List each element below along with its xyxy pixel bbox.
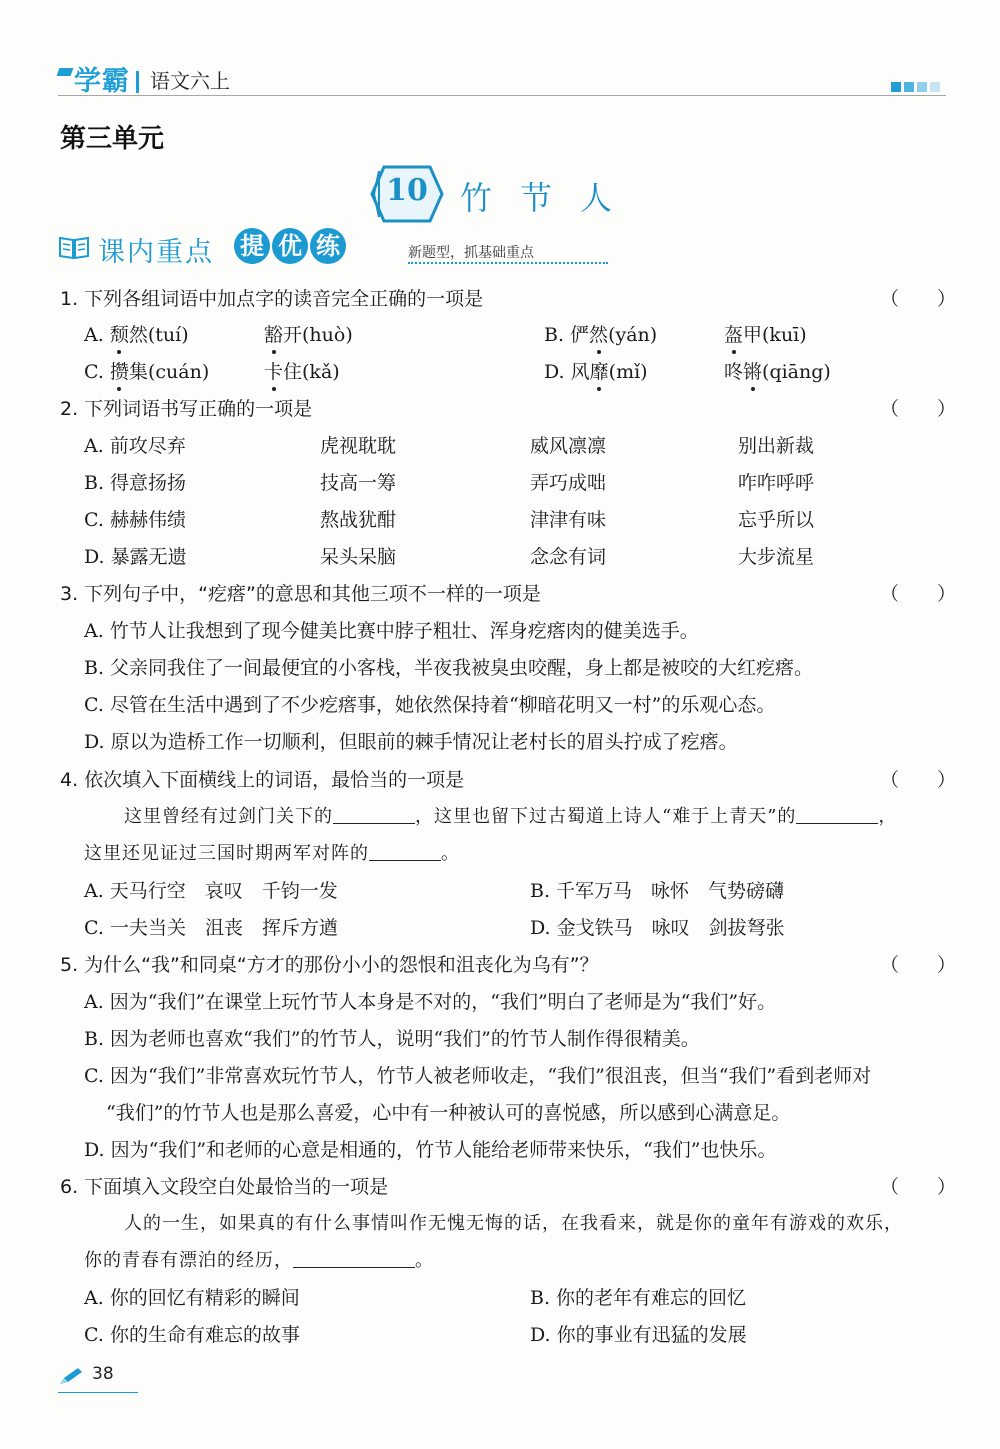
option: B. 因为老师也喜欢“我们”的竹节人，说明“我们”的竹节人制作得很精美。 [84, 1028, 700, 1050]
option: D. 因为“我们”和老师的心意是相通的，竹节人能给老师带来快乐，“我们”也快乐。 [84, 1139, 777, 1161]
logo-text: 学霸 [74, 66, 130, 97]
fill-blank[interactable] [796, 807, 878, 824]
option-word: 呆头呆脑 [320, 546, 397, 568]
decor-square [891, 82, 901, 92]
option-word: 技高一筹 [320, 472, 397, 494]
option: C. 一夫当关 沮丧 挥斥方遒 [84, 917, 338, 939]
option: A. 因为“我们”在课堂上玩竹节人本身是不对的，“我们”明白了老师是为“我们”好。 [84, 991, 777, 1013]
passage-line: 这里曾经有过剑门关下的 ，这里也留下过古蜀道上诗人“难于上青天”的 ， [124, 806, 898, 827]
option: 咚锵(qiāng) [724, 357, 831, 384]
question-stem: 4. 依次填入下面横线上的词语，最恰当的一项是 [60, 769, 465, 791]
option: 卡住(kǎ) [264, 357, 340, 384]
option-continued: “我们”的竹节人也是那么喜爱，心中有一种被认可的喜悦感，所以感到心满意足。 [106, 1102, 791, 1124]
lesson-heading [370, 165, 650, 225]
section-label: 课内重点 [98, 237, 214, 268]
passage-line: 你的青春有漂泊的经历， 。 [84, 1250, 434, 1271]
option: D. 暴露无遗 [84, 546, 187, 568]
option: C. 尽管在生活中遇到了不少疙瘩事，她依然保持着“柳暗花明又一村”的乐观心态。 [84, 694, 776, 716]
option-word: 咋咋呼呼 [738, 472, 815, 494]
dotted-divider [408, 262, 608, 264]
page-header [58, 55, 946, 96]
option: A. 前攻尽弃 [84, 435, 186, 457]
answer-bracket: （ ） [880, 954, 957, 976]
answer-bracket: （ ） [880, 288, 957, 310]
passage-line: 这里还见证过三国时期两军对阵的 。 [84, 843, 460, 864]
option: D. 风靡(mǐ) [544, 357, 648, 384]
option-word: 弄巧成咄 [530, 472, 607, 494]
section-header [58, 228, 578, 270]
brand-logo [58, 59, 139, 98]
option: B. 千军万马 咏怀 气势磅礴 [530, 880, 785, 902]
book-subject: 语文六上 [150, 69, 230, 93]
section-badge: 优 [272, 228, 308, 264]
answer-bracket: （ ） [880, 583, 957, 605]
option-word: 虎视耽耽 [320, 435, 397, 457]
question-stem: 1. 下列各组词语中加点字的读音完全正确的一项是 [60, 288, 484, 310]
open-book-icon [58, 234, 90, 260]
fill-blank[interactable] [293, 1251, 415, 1268]
option: A. 颓然(tuí) [84, 320, 189, 347]
pencil-icon [58, 1366, 84, 1386]
fill-blank[interactable] [369, 844, 441, 861]
option: D. 金戈铁马 咏叹 剑拔弩张 [530, 917, 785, 939]
option-word: 大步流星 [738, 546, 815, 568]
page-footer [58, 1362, 138, 1393]
answer-bracket: （ ） [880, 398, 957, 420]
question-stem: 2. 下列词语书写正确的一项是 [60, 398, 313, 420]
answer-bracket: （ ） [880, 769, 957, 791]
option-word: 别出新裁 [738, 435, 815, 457]
option: 豁开(huò) [264, 320, 353, 347]
section-badge: 提 [234, 228, 270, 264]
question-stem: 5. 为什么“我”和同桌“方才的那份小小的怨恨和沮丧化为乌有”？ [60, 954, 599, 976]
lesson-title: 竹节人 [460, 179, 641, 217]
option: C. 你的生命有难忘的故事 [84, 1324, 300, 1346]
option-word: 忘乎所以 [738, 509, 815, 531]
option-word: 津津有味 [530, 509, 607, 531]
option: A. 竹节人让我想到了现今健美比赛中脖子粗壮、浑身疙瘩肉的健美选手。 [84, 620, 699, 642]
option: B. 你的老年有难忘的回忆 [530, 1287, 747, 1309]
logo-divider [136, 71, 139, 93]
answer-bracket: （ ） [880, 1176, 957, 1198]
page-number: 38 [92, 1364, 114, 1384]
option: A. 天马行空 哀叹 千钧一发 [84, 880, 338, 902]
decor-square [904, 82, 914, 92]
option-word: 熬战犹酣 [320, 509, 397, 531]
decor-square [930, 82, 940, 92]
lesson-number: 10 [386, 173, 428, 208]
fill-blank[interactable] [333, 807, 415, 824]
option-word: 念念有词 [530, 546, 607, 568]
section-badge: 练 [310, 228, 346, 264]
section-note: 新题型，抓基础重点 [408, 245, 534, 261]
option: C. 赫赫伟绩 [84, 509, 186, 531]
option: A. 你的回忆有精彩的瞬间 [84, 1287, 300, 1309]
option: B. 父亲同我住了一间最便宜的小客栈，半夜我被臭虫咬醒，身上都是被咬的大红疙瘩。 [84, 657, 814, 679]
question-stem: 3. 下列句子中，“疙瘩”的意思和其他三项不一样的一项是 [60, 583, 541, 605]
unit-title: 第三单元 [60, 124, 165, 154]
option: 盔甲(kuī) [724, 320, 807, 347]
question-stem: 6. 下面填入文段空白处最恰当的一项是 [60, 1176, 389, 1198]
option: B. 俨然(yán) [544, 320, 657, 347]
graduation-cap-icon [57, 68, 74, 76]
option-word: 威风凛凛 [530, 435, 607, 457]
option: D. 你的事业有迅猛的发展 [530, 1324, 747, 1346]
decor-squares [888, 77, 940, 96]
decor-square [917, 82, 927, 92]
option: D. 原以为造桥工作一切顺利，但眼前的棘手情况让老村长的眉头拧成了疙瘩。 [84, 731, 738, 753]
option: B. 得意扬扬 [84, 472, 187, 494]
option: C. 攒集(cuán) [84, 357, 209, 384]
option: C. 因为“我们”非常喜欢玩竹节人，竹节人被老师收走，“我们”很沮丧，但当“我们”看到老师对 [84, 1065, 872, 1087]
passage-line: 人的一生，如果真的有什么事情叫作无愧无悔的话，在我看来，就是你的童年有游戏的欢乐， [124, 1213, 903, 1234]
